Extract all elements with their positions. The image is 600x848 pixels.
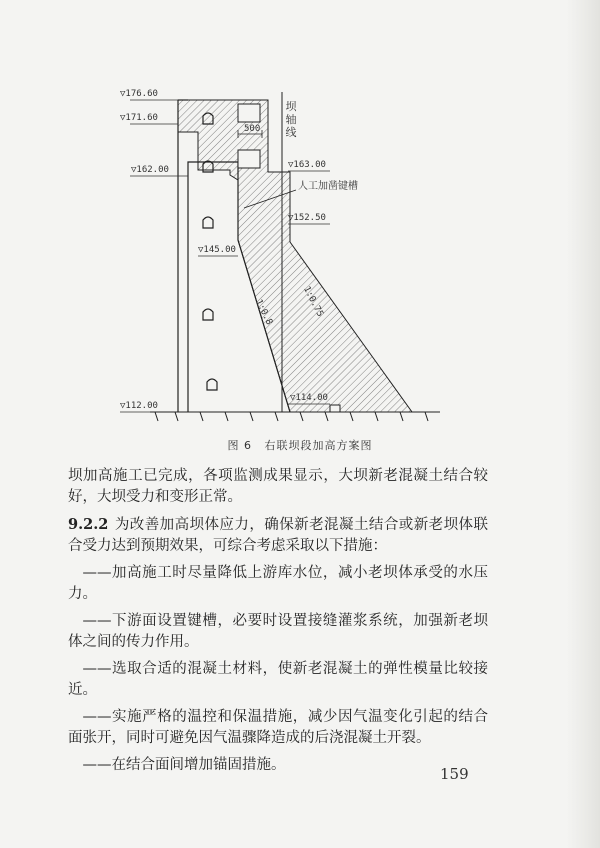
figure-caption [0, 437, 600, 453]
page-number: 159 [440, 765, 469, 783]
dam-axis-label: 坝轴线 [285, 100, 297, 139]
crest-box-1 [238, 104, 260, 122]
elevation-162-00: ▽162.00 [131, 165, 169, 175]
elevation-114-00: ▽114.00 [290, 393, 328, 403]
section-9-2-2 [68, 514, 488, 557]
list-item: ——选取合适的混凝土材料，使新老混凝土的弹性模量比较接近。 [68, 661, 488, 698]
body-text [68, 466, 488, 782]
list-item: ——下游面设置键槽，必要时设置接缝灌浆系统，加强新老坝体之间的传力作用。 [68, 613, 488, 650]
list-item: ——在结合面间增加锚固措施。 [82, 757, 286, 773]
crest-box-2 [238, 150, 260, 168]
slope-inner-label: 1:0.8 [253, 298, 274, 327]
elevation-176-60: ▽176.60 [120, 89, 158, 99]
keyway-label: 人工加凿键槽 [298, 181, 358, 192]
section-text: 为改善加高坝体应力，确保新老混凝土结合或新老坝体联合受力达到预期效果，可综合考虑采取以下措施： [68, 517, 488, 554]
slope-outer-label: 1:0.75 [301, 285, 325, 319]
elevation-152-50: ▽152.50 [288, 213, 326, 223]
figure-number: 图 6 [227, 439, 252, 452]
elevation-145-00: ▽145.00 [198, 245, 236, 255]
list-item: ——实施严格的温控和保温措施，减少因气温变化引起的结合面张开，同时可避免因气温骤降造成的后浇混凝土开裂。 [68, 709, 488, 746]
paragraph-continuation: 坝加高施工已完成，各项监测成果显示，大坝新老混凝土结合较好，大坝受力和变形正常。 [68, 468, 488, 505]
list-item: ——加高施工时尽量降低上游库水位，减小老坝体承受的水压力。 [68, 565, 488, 602]
elevation-171-60: ▽171.60 [120, 113, 158, 123]
foundation-line [150, 412, 440, 421]
elevation-112-00: ▽112.00 [120, 401, 158, 411]
dimension-500: 500 [244, 124, 261, 134]
elevation-163-00: ▽163.00 [288, 160, 326, 170]
figure-title: 右联坝段加高方案图 [264, 439, 373, 452]
section-number: 9.2.2 [68, 516, 109, 533]
